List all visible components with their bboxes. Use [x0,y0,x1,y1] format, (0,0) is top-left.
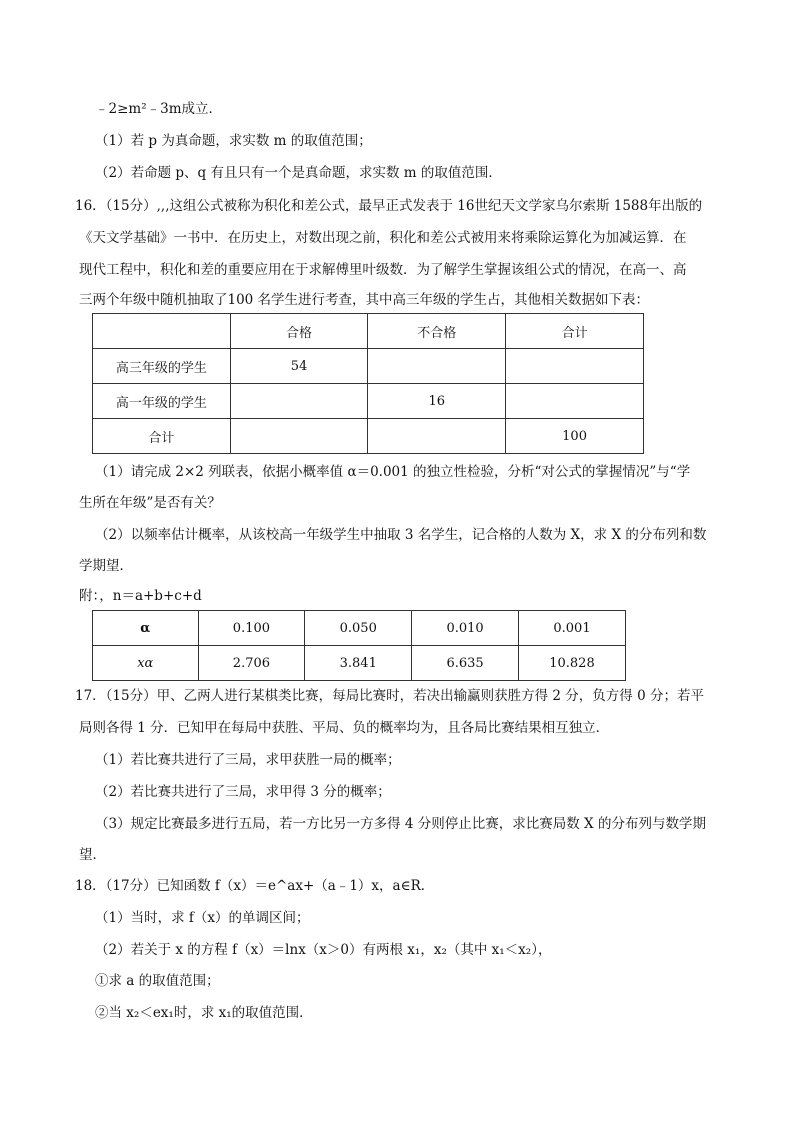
q17-line1: 17．（15分）甲、乙两人进行某棋类比赛，每局比赛时，若决出输赢则获胜方得 2 分，负方得 0 分；若平 [75,688,704,704]
contingency-cell [506,384,644,419]
contingency-cell [230,384,368,419]
q18-line1: 18．（17分）已知函数 f（x）＝e^ax+（a﹣1）x，a∈R． [75,878,435,894]
contingency-row [93,419,644,454]
alpha-value: 0.100 [198,611,305,646]
contingency-row [93,349,644,384]
x-alpha-value: 3.841 [305,646,412,681]
alpha-value: 0.050 [305,611,412,646]
q17-line2: 局则各得 1 分．已知甲在每局中获胜、平局、负的概率均为，且各局比赛结果相互独立． [79,720,610,736]
contingency-cell [368,349,506,384]
x-alpha-label: xα [93,646,199,681]
q17-part3-a: （3）规定比赛最多进行五局，若一方比另一方多得 4 分则停止比赛，求比赛局数 X 的分布列与数学期 [95,816,706,832]
q17-part2: （2）若比赛共进行了三局，求甲得 3 分的概率； [95,784,391,800]
q15-tail-line: ﹣2≥m²﹣3m成立． [95,101,223,117]
q16-part1-a: （1）请完成 2×2 列联表，依据小概率值 α＝0.001 的独立性检验，分析“对公式的掌握情况”与“学 [95,464,691,480]
contingency-cell: 100 [506,419,644,454]
q18-sub2: ②当 x₂＜ex₁时，求 x₁的取值范围． [95,1005,313,1021]
contingency-cell: 54 [230,349,368,384]
contingency-row [93,384,644,419]
q15-part1: （1）若 p 为真命题，求实数 m 的取值范围； [95,133,372,149]
x-alpha-value: 6.635 [412,646,519,681]
alpha-value: 0.010 [412,611,519,646]
x-alpha-row [93,646,626,681]
q16-line4: 三两个年级中随机抽取了100 名学生进行考查，其中高三年级的学生占，其他相关数据如下表： [79,292,650,308]
q17-part3-b: 望． [79,847,106,863]
contingency-cell: 合计 [93,419,231,454]
alpha-value: 0.001 [518,611,625,646]
q16-part2-b: 学期望． [79,558,133,574]
contingency-header-cell: 不合格 [368,314,506,349]
contingency-header-cell [93,314,231,349]
q18-part2: （2）若关于 x 的方程 f（x）＝lnx（x＞0）有两根 x₁，x₂（其中 x₁＜x₂）， [95,942,552,958]
contingency-header-cell: 合计 [506,314,644,349]
q16-line3: 现代工程中，积化和差的重要应用在于求解傅里叶级数．为了解学生掌握该组公式的情况，在高一、高 [79,262,687,278]
q16-line2: 《天文学基础》一书中．在历史上，对数出现之前，积化和差公式被用来将乘除运算化为加减运算．在 [79,230,687,246]
q16-line1: 16．（15分）,,,这组公式被称为积化和差公式，最早正式发表于 16世纪天文学家乌尔索斯 1588年出版的 [75,198,703,214]
contingency-cell [230,419,368,454]
contingency-cell: 高三年级的学生 [93,349,231,384]
x-alpha-value: 10.828 [518,646,625,681]
contingency-cell [506,349,644,384]
contingency-cell [368,419,506,454]
contingency-cell: 16 [368,384,506,419]
q18-part1: （1）当时，求 f（x）的单调区间； [95,910,310,926]
contingency-header-cell: 合格 [230,314,368,349]
contingency-table [92,313,644,454]
alpha-row [93,611,626,646]
contingency-header-row [93,314,644,349]
q16-part1-b: 生所在年级”是否有关？ [79,495,221,511]
q16-part2-a: （2）以频率估计概率，从该校高一年级学生中抽取 3 名学生，记合格的人数为 X，求 X 的分布列和数 [95,527,707,543]
contingency-cell: 高一年级的学生 [93,384,231,419]
q16-appendix: 附：，n＝a+b+c+d [79,588,202,604]
critical-value-table [92,610,626,681]
q18-sub1: ①求 a 的取值范围； [95,973,220,989]
q17-part1: （1）若比赛共进行了三局，求甲获胜一局的概率； [95,752,401,768]
q15-part2: （2）若命题 p、q 有且只有一个是真命题，求实数 m 的取值范围． [95,165,502,181]
alpha-label: α [93,611,199,646]
x-alpha-value: 2.706 [198,646,305,681]
